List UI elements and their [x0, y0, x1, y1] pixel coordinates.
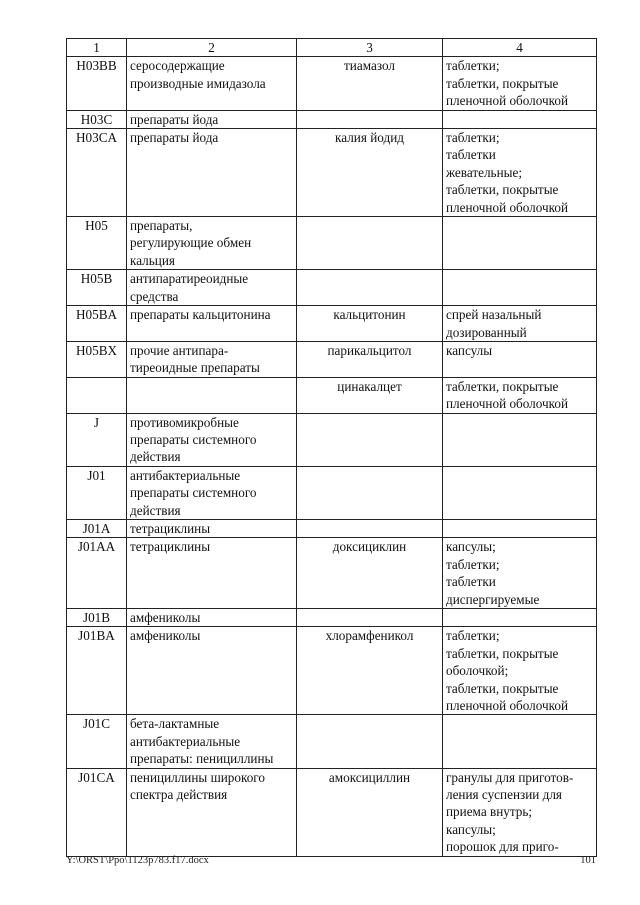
- cell-code: J01AA: [67, 538, 127, 609]
- cell-group: противомикробные препараты системного действия: [127, 413, 297, 466]
- cell-drug: цинакалцет: [297, 377, 443, 413]
- column-header-4: 4: [443, 39, 597, 57]
- cell-group: препараты кальцитонина: [127, 306, 297, 342]
- cell-drug: хлорамфеникол: [297, 627, 443, 715]
- cell-drug: [297, 609, 443, 627]
- cell-code: H03C: [67, 110, 127, 128]
- table-row: [67, 627, 597, 715]
- cell-drug: парикальцитол: [297, 341, 443, 377]
- cell-form: таблетки, покрытые пленочной оболочкой: [443, 377, 597, 413]
- table-row: [67, 57, 597, 110]
- cell-code: J01B: [67, 609, 127, 627]
- table-header-row: [67, 39, 597, 57]
- cell-drug: [297, 110, 443, 128]
- cell-drug: [297, 217, 443, 270]
- column-header-2: 2: [127, 39, 297, 57]
- footer-page-number: 101: [580, 855, 596, 866]
- cell-group: прочие антипара- тиреоидные препараты: [127, 341, 297, 377]
- cell-form: капсулы; таблетки; таблетки диспергируемые: [443, 538, 597, 609]
- table-row: [67, 110, 597, 128]
- cell-form: таблетки; таблетки, покрытые пленочной оболочкой: [443, 57, 597, 110]
- table-row: [67, 341, 597, 377]
- cell-group: бета-лактамные антибактериальные препараты: пенициллины: [127, 715, 297, 768]
- cell-form: [443, 715, 597, 768]
- cell-code: H05BA: [67, 306, 127, 342]
- table-row: [67, 768, 597, 856]
- cell-form: таблетки; таблетки, покрытые оболочкой; таблетки, покрытые пленочной оболочкой: [443, 627, 597, 715]
- column-header-1: 1: [67, 39, 127, 57]
- cell-code: J01C: [67, 715, 127, 768]
- cell-form: [443, 519, 597, 537]
- cell-code: J01BA: [67, 627, 127, 715]
- cell-form: гранулы для приготов- ления суспензии для приема внутрь; капсулы; порошок для приго-: [443, 768, 597, 856]
- cell-form: [443, 217, 597, 270]
- cell-group: [127, 377, 297, 413]
- cell-drug: кальцитонин: [297, 306, 443, 342]
- cell-form: [443, 110, 597, 128]
- cell-drug: доксициклин: [297, 538, 443, 609]
- cell-group: антипаратиреоидные средства: [127, 270, 297, 306]
- cell-code: J01: [67, 466, 127, 519]
- cell-group: препараты йода: [127, 110, 297, 128]
- cell-drug: калия йодид: [297, 129, 443, 217]
- cell-drug: [297, 519, 443, 537]
- table-row: [67, 609, 597, 627]
- cell-drug: [297, 466, 443, 519]
- cell-code: H03BB: [67, 57, 127, 110]
- column-header-3: 3: [297, 39, 443, 57]
- cell-code: H05: [67, 217, 127, 270]
- cell-code: H05B: [67, 270, 127, 306]
- cell-group: препараты йода: [127, 129, 297, 217]
- cell-group: серосодержащие производные имидазола: [127, 57, 297, 110]
- table-row: [67, 519, 597, 537]
- cell-group: тетрациклины: [127, 538, 297, 609]
- cell-code: H05BX: [67, 341, 127, 377]
- table-row: [67, 217, 597, 270]
- cell-group: антибактериальные препараты системного действия: [127, 466, 297, 519]
- drug-classification-table: [66, 38, 597, 857]
- table-row: [67, 466, 597, 519]
- cell-code: J: [67, 413, 127, 466]
- cell-code: H03CA: [67, 129, 127, 217]
- cell-group: тетрациклины: [127, 519, 297, 537]
- cell-form: [443, 270, 597, 306]
- cell-form: [443, 466, 597, 519]
- cell-drug: [297, 270, 443, 306]
- cell-form: спрей назальный дозированный: [443, 306, 597, 342]
- table-row: [67, 413, 597, 466]
- table-row: [67, 377, 597, 413]
- cell-group: амфениколы: [127, 609, 297, 627]
- cell-drug: тиамазол: [297, 57, 443, 110]
- cell-code: J01A: [67, 519, 127, 537]
- table-body: [67, 39, 597, 857]
- cell-group: пенициллины широкого спектра действия: [127, 768, 297, 856]
- table-row: [67, 270, 597, 306]
- cell-drug: [297, 413, 443, 466]
- cell-form: капсулы: [443, 341, 597, 377]
- table-row: [67, 129, 597, 217]
- table-row: [67, 538, 597, 609]
- cell-form: [443, 413, 597, 466]
- cell-form: [443, 609, 597, 627]
- table-row: [67, 306, 597, 342]
- cell-drug: амоксициллин: [297, 768, 443, 856]
- footer-file-path: Y:\ORST\Ppo\1123p783.f17.docx: [66, 855, 209, 866]
- cell-drug: [297, 715, 443, 768]
- cell-group: амфениколы: [127, 627, 297, 715]
- cell-group: препараты, регулирующие обмен кальция: [127, 217, 297, 270]
- cell-code: J01CA: [67, 768, 127, 856]
- cell-code: [67, 377, 127, 413]
- cell-form: таблетки; таблетки жевательные; таблетки, покрытые пленочной оболочкой: [443, 129, 597, 217]
- table-row: [67, 715, 597, 768]
